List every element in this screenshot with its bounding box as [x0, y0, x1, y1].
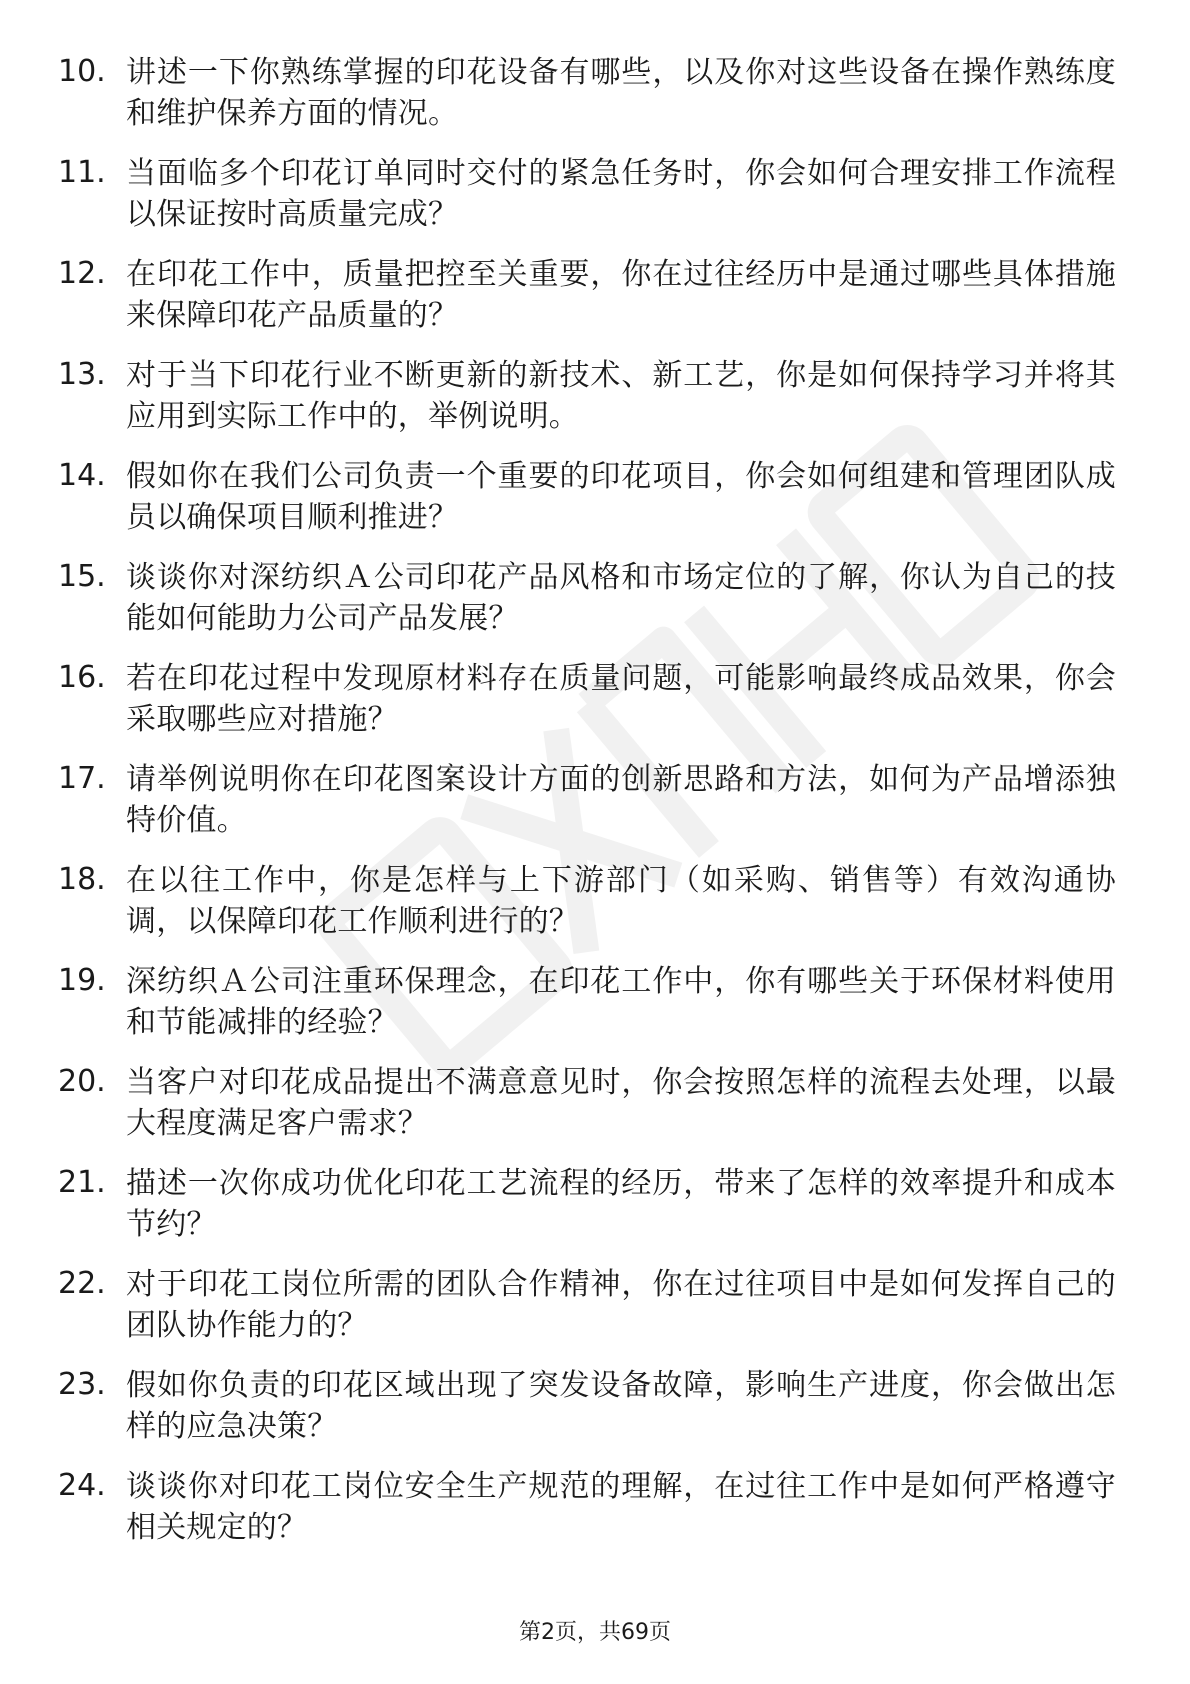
question-item: [0, 860, 1190, 961]
question-item: [0, 355, 1190, 456]
question-text: 当客户对印花成品提出不满意意见时，你会按照怎样的流程去处理，以最大程度满足客户需求？: [126, 1065, 1116, 1141]
question-number: 15.: [58, 559, 106, 594]
question-number: 19.: [58, 963, 106, 998]
question-text: 深纺织Ａ公司注重环保理念，在印花工作中，你有哪些关于环保材料使用和节能减排的经验？: [126, 964, 1116, 1040]
question-text: 请举例说明你在印花图案设计方面的创新思路和方法，如何为产品增添独特价值。: [126, 762, 1116, 838]
question-number: 20.: [58, 1064, 106, 1099]
question-item: [0, 1264, 1190, 1365]
question-text: 当面临多个印花订单同时交付的紧急任务时，你会如何合理安排工作流程以保证按时高质量完成？: [126, 156, 1116, 232]
question-item: [0, 759, 1190, 860]
question-number: 14.: [58, 458, 106, 493]
question-text: 对于当下印花行业不断更新的新技术、新工艺，你是如何保持学习并将其应用到实际工作中的，举例说明。: [126, 358, 1116, 434]
question-item: [0, 456, 1190, 557]
question-text: 假如你负责的印花区域出现了突发设备故障，影响生产进度，你会做出怎样的应急决策？: [126, 1368, 1116, 1444]
question-item: [0, 1062, 1190, 1163]
question-item: [0, 961, 1190, 1062]
question-item: [0, 52, 1190, 153]
question-item: [0, 1466, 1190, 1567]
question-item: [0, 658, 1190, 759]
question-number: 11.: [58, 155, 106, 190]
question-text: 对于印花工岗位所需的团队合作精神，你在过往项目中是如何发挥自己的团队协作能力的？: [126, 1267, 1116, 1343]
question-text: 讲述一下你熟练掌握的印花设备有哪些，以及你对这些设备在操作熟练度和维护保养方面的情况。: [126, 55, 1116, 131]
question-number: 22.: [58, 1266, 106, 1301]
question-number: 12.: [58, 256, 106, 291]
question-number: 10.: [58, 54, 106, 89]
question-text: 在以往工作中，你是怎样与上下游部门（如采购、销售等）有效沟通协调，以保障印花工作顺利进行的？: [126, 863, 1116, 939]
interview-question-list: [0, 52, 1190, 1567]
question-number: 16.: [58, 660, 106, 695]
question-number: 24.: [58, 1468, 106, 1503]
question-item: [0, 254, 1190, 355]
page-number-footer: 第2页，共69页: [519, 1620, 671, 1645]
question-number: 21.: [58, 1165, 106, 1200]
question-text: 在印花工作中，质量把控至关重要，你在过往经历中是通过哪些具体措施来保障印花产品质量的？: [126, 257, 1116, 333]
question-item: [0, 153, 1190, 254]
question-text: 假如你在我们公司负责一个重要的印花项目，你会如何组建和管理团队成员以确保项目顺利推进？: [126, 459, 1116, 535]
question-number: 18.: [58, 862, 106, 897]
question-item: [0, 1365, 1190, 1466]
question-number: 23.: [58, 1367, 106, 1402]
question-text: 谈谈你对印花工岗位安全生产规范的理解，在过往工作中是如何严格遵守相关规定的？: [126, 1469, 1116, 1545]
question-text: 若在印花过程中发现原材料存在质量问题，可能影响最终成品效果，你会采取哪些应对措施？: [126, 661, 1116, 737]
question-text: 谈谈你对深纺织Ａ公司印花产品风格和市场定位的了解，你认为自己的技能如何能助力公司产品发展？: [126, 560, 1116, 636]
question-text: 描述一次你成功优化印花工艺流程的经历，带来了怎样的效率提升和成本节约？: [126, 1166, 1116, 1242]
question-number: 13.: [58, 357, 106, 392]
question-number: 17.: [58, 761, 106, 796]
question-item: [0, 557, 1190, 658]
question-item: [0, 1163, 1190, 1264]
